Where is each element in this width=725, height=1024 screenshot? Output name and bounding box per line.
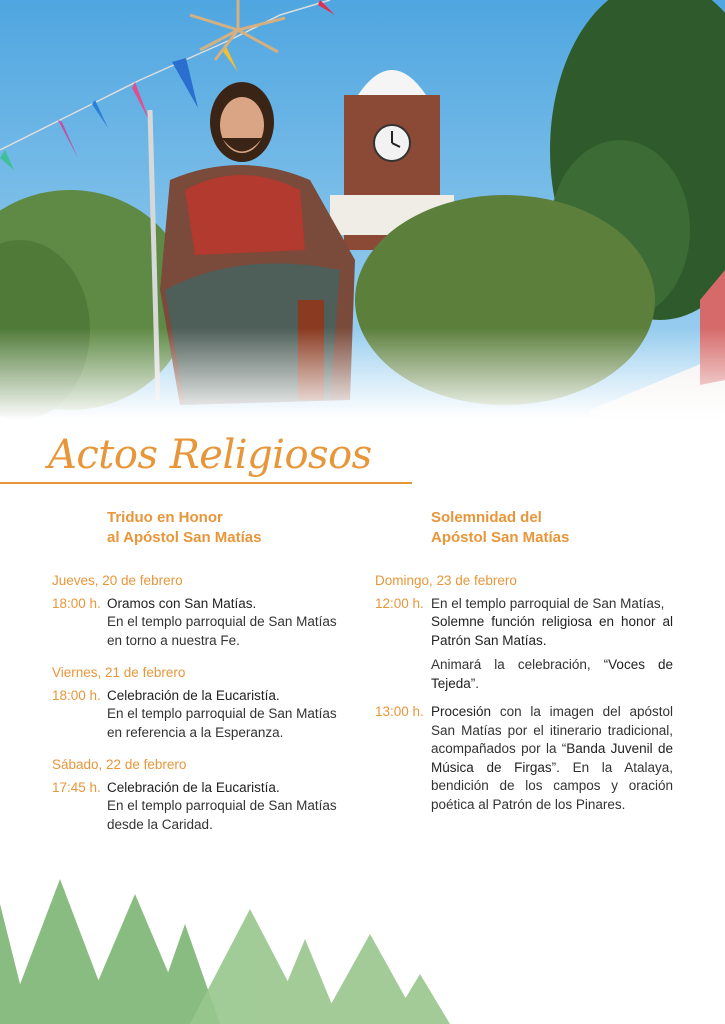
event-title: Celebración de la Eucaristía. [107, 687, 280, 703]
event-title: Procesión [431, 704, 492, 719]
solemnidad-heading: Solemnidad del Apóstol San Matías [431, 509, 570, 546]
event-title: Solemne función religiosa en honor al Patrón San Matías. [431, 614, 673, 648]
date-thursday: Jueves, 20 de febrero [52, 573, 183, 588]
event-time: 13:00 h. [375, 704, 424, 719]
event-friday [52, 687, 352, 743]
event-saturday [52, 779, 352, 835]
date-saturday: Sábado, 22 de febrero [52, 757, 187, 772]
event-thursday [52, 595, 352, 651]
event-time: 12:00 h. [375, 595, 424, 611]
event-detail: en referencia a la Esperanza. [107, 724, 284, 740]
event-title: Oramos con San Matías. [107, 595, 257, 611]
event-detail: En el templo parroquial de San Matías [107, 798, 337, 813]
page-title: Actos Religiosos [48, 432, 372, 478]
header-photo [0, 0, 725, 420]
event-title: Celebración de la Eucaristía. [107, 779, 280, 795]
date-friday: Viernes, 21 de febrero [52, 665, 186, 680]
date-sunday: Domingo, 23 de febrero [375, 573, 517, 588]
pine-trees-decoration [0, 864, 460, 1024]
band-name: Banda Juvenil de Música de Firgas [431, 741, 674, 775]
triduo-heading: Triduo en Honor al Apóstol San Matías [107, 509, 262, 546]
triduo-column [52, 508, 352, 834]
event-detail: Procesión con la imagen del apóstol San Matías por el itinerario tradicional, acompañados por la “Banda Juvenil de Música de Firgas”. En la Atalaya, bendición de los campos y oración poética al Patrón de los Pinares. [431, 704, 674, 812]
event-time: 17:45 h. [52, 779, 101, 795]
event-detail: en torno a nuestra Fe. [107, 632, 240, 648]
event-detail: En el templo parroquial de San Matías [107, 706, 337, 721]
event-detail: En el templo parroquial de San Matías [107, 614, 337, 629]
event-time: 18:00 h. [52, 595, 101, 611]
saint-statue-photo [0, 0, 725, 420]
title-underline [0, 482, 412, 484]
event-detail: desde la Caridad. [107, 816, 213, 832]
event-procession [375, 703, 673, 814]
event-detail: En el templo parroquial de San Matías, [431, 595, 665, 611]
event-time: 18:00 h. [52, 687, 101, 703]
solemnidad-column [375, 508, 673, 814]
event-noon [375, 595, 673, 694]
event-detail: Animará la celebración, “Voces de Tejeda”. [431, 657, 673, 691]
choir-name: Voces de Tejeda [431, 657, 673, 691]
